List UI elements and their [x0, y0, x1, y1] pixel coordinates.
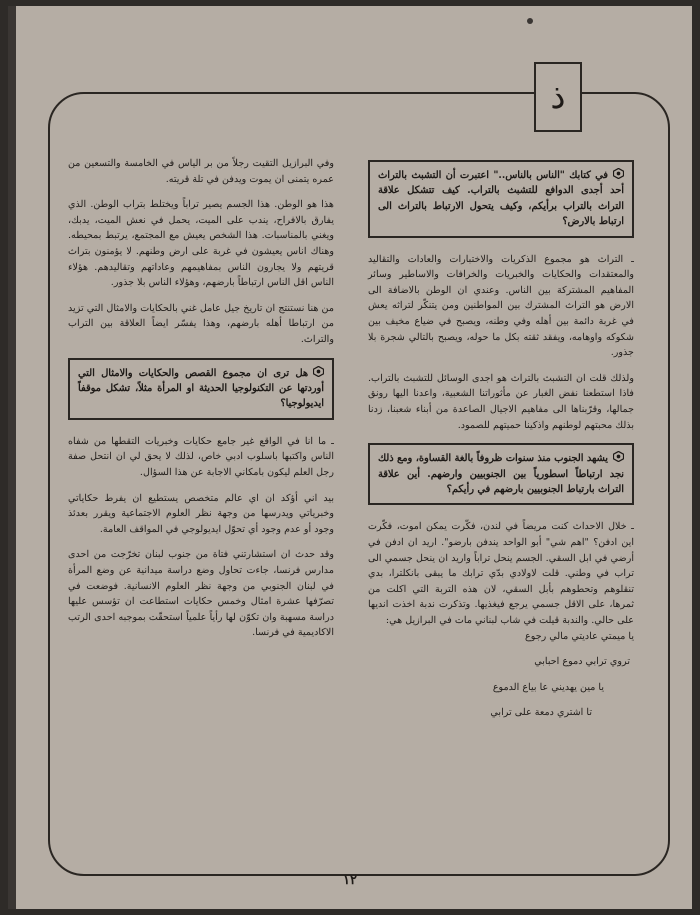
question-box-3	[68, 358, 334, 420]
question-marker-icon	[613, 168, 624, 179]
page-number: ١٢	[343, 873, 357, 888]
poem-line-1: يا ميمتي عاديتي مالي رجوع	[525, 630, 634, 642]
left-paragraph-4: ـ ما انا في الواقع غير جامع حكايات وخبريات التقطها من شفاه الناس واكتبها باسلوب ادبي خاص، لذلك لا يحق لي ان انتحل صفة رجل العلم ليكون بامكاني الاجابة عن هذا السؤال.	[68, 435, 334, 478]
binder-edge	[8, 6, 16, 909]
question-1-text: في كتابك "الناس بالناس.." اعتبرت أن التشبث بالتراث أحد أجدى الدوافع للتشبث بالتراب. كيف تتشكل علاقة التراث بالتراب برأيكم، وكيف يتحول الارتباط بالتراث الى ارتباط بالارض؟	[378, 170, 624, 228]
answer-2-paragraph: ـ خلال الاحداث كنت مريضاً في لندن، فكّرت يمكن اموت، فكّرت اين ادفن؟ "اهم شي" أبو الواحد يندفن بارضو". اريد ان ادفن في أرضي في ابل السقي. الجسم ينحل تراباً واريد ان ينحل جسمي الى تراب في وطني. قلت لاولادي بدّي ترابك ما يبقى بانكلترا، بدي تنقلوهم وتحطوهم بأبل السقي، لان هذه التربة التي اكلت من ثمرها، على الاقل جسمي يرجع فيغذيها. وتذكرت ندبة اخذت انديها على حالي. والندبة قيلت في شاب لبناني مات في البرازيل هي:	[368, 521, 634, 626]
question-box-1	[368, 160, 634, 238]
left-paragraph-2: هذا هو الوطن. هذا الجسم يصير تراباً ويختلط بتراب الوطن. الذي يفارق بالافراح، يندب على الميت، يحمل في نعش الميت، يدبك، ويغني بالمناسبات. هذا الشخص يعيش مع المجتمع، يرتبط بمحيطه. وهناك اناس يعيشون في غربة على ارض وطنهم. لا يؤمنون بتراث قريتهم ولا يجارون الناس بمفاهيمهم وعاداتهم وتقاليدهم. هؤلاء الناس اقل الناس ارتباطاً بارضهم، وهؤلاء الناس بلا جذور.	[68, 199, 334, 289]
question-3-text: هل ترى ان مجموع القصص والحكايات والامثال التي أوردتها عن التكنولوجيا الحديثة او المرأة مثلاً، تشكل موقفاً ايديولوجيا؟	[78, 367, 324, 410]
section-logo	[534, 62, 582, 132]
left-column	[68, 156, 334, 651]
question-marker-icon	[313, 366, 324, 377]
left-paragraph-6: وقد حدث ان استشارتني فتاة من جنوب لبنان تخرّجت من احدى مدارس فرنسا، جاءت تحاول وضع دراسة ميدانية عن وضع المرأة في لبنان الجنوبي من وجهة نظر العلوم الانسانية. فوضعت في تصرّفها عشرة امثال وخمس حكايات استطاعت ان تؤسس عليها دراسة مسهبة وان تكوّن لها رأياً علمياً استحقّت بموجبه احدى الرتب الاكاديمية في فرنسا.	[68, 549, 334, 639]
left-paragraph-3: من هنا نستنتج ان تاريخ جيل عامل غني بالحكايات والامثال التي تزيد من ارتباطا أهله بارضهم، وهذا يفسّر ايضاً العلاقة بين التراب والتراث.	[68, 302, 334, 345]
magazine-page	[8, 6, 692, 909]
question-2-text: يشهد الجنوب منذ سنوات ظروفاً بالغة القساوة، ومع ذلك نجد ارتباطاً اسطورياً بين الجنوبيين وارضهم. أين علاقة التراث بارتباط الجنوبيين بارضهم في رأيكم؟	[378, 453, 624, 495]
logo-symbol: ذ	[550, 77, 566, 117]
question-marker-icon	[613, 451, 624, 462]
answer-1-paragraph-2: ولذلك قلت ان التشبث بالتراث هو اجدى الوسائل للتشبث بالتراب. فاذا استطعنا نفض الغبار عن مأثوراتنا الشعبية، واعدنا اليها رونق جمالها، وقرّبناها الى مفاهيم الاجيال الصاعدة من أبناء شعبنا، زدنا بذلك محبتهم لوطنهم واذكينا حميتهم للصمود.	[368, 372, 634, 431]
left-paragraph-5: بيد اني أؤكد ان اي عالم متخصص يستطيع ان يفرط حكاياتي وخبرياتي ويدرسها من وجهة نظر العلوم الاجتماعية ويقرر بعدئذ وجود أو عدم وجود أي تحوّل ايديولوجي في المواقف العامة.	[68, 492, 334, 535]
answer-1-paragraph: ـ التراث هو مجموع الذكريات والاختبارات والعادات والتقاليد والمعتقدات والحكايات والخبريات والخرافات والاساطير وسائر المفاهيم المشتركة بين الناس. وعندي ان الوطن بالاضافة الى الارض هو التراث المشترك بين المواطنين ومن يتنكّر لتراثه يعش في غربة دائمة بين أهله وفي وطنه، ويصبح في ضياع مخيف بين شكوكه واوهامه، ويفقد ثقته بكل ما حوله، ويصبح بالتالي شجرة بلا جذور.	[368, 253, 634, 359]
right-column	[368, 160, 634, 731]
poem-line-2: تروي ترابي دموع احبابي	[534, 656, 630, 668]
left-paragraph-1: وفي البرازيل التقيت رجلاً من بر الياس في الخامسة والتسعين من عمره يتمنى ان يموت ويدفن في تلة قريته.	[68, 158, 334, 185]
poem-line-4: تا اشتري دمعة على ترابي	[490, 707, 592, 719]
page-dot	[527, 18, 533, 24]
question-box-2	[368, 443, 634, 505]
poem-line-3: يا مين يهديني عا بياع الدموع	[492, 681, 604, 693]
